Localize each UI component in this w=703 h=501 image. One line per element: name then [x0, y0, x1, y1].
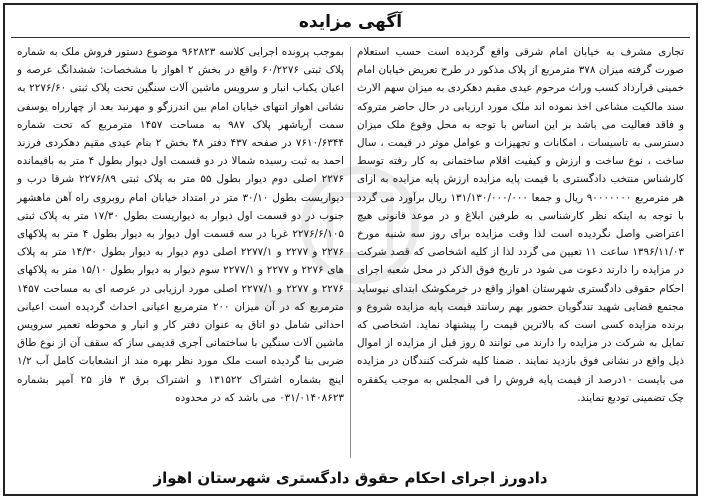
- notice-column-right: بموجب پرونده اجرایی کلاسه ۹۶۲۸۲۳ موضوع دستور فروش ملک به شماره پلاک ثبتی ۶۰/۲۲۷۶ واقع در بخش ۲ اهواز با مشخصات: ششدانگ عرصه و اعیان یکباب انبار و سرویس ماشین آلات سنگین تحت پلاک ثبتی ۲۲۷۶/۶۰ به نشانی اهواز انتهای خیابان امام بین اندرزگو و مهرنبد بعد از چهارراه یوسفی سمت آریاشهر پلاک ۹۸۷ به مساحت ۱۴۵۷ مترمربع که تحت شماره ۷۶۱۰/۶۳۴۴ در صفحه ۴۳۷ دفتر ۴۸ بخش ۲ بنام عیدی مقیم دهکردی فرزند احمد به ثبت رسیده شمالا در دو قسمت اول دیوار بطول ۴ متر به باقیمانده ۲۲۷۶ اصلی دوم دیوار بطول ۵۵ متر به پلاک ثبتی ۲۲۷۶/۸۹ شرقا درب و دیواریست بطول ۳۰/۱۰ متر در امتداد خیابان امام روبروی راه آهن ماهشهر جنوب در دو قسمت اول دیوار به دیواریست بطول ۱۷/۳۰ متر به پلاک ثبتی ۲۲۷۶/۶/۱۰۵ غربا در سه قسمت اول دیوار به دیوار بطول ۴ متر به پلاکهای ۲۲۷۶ و ۲۲۷۷ و ۲۲۷۷/۱ اصلی دوم دیوار به دیوار بطول ۱۴/۳۰ متر به پلاک های ۲۲۷۶ و ۲۲۷۷ و ۲۲۷۷/۱ سوم دیوار به دیوار بطول ۱۵/۱۰ متر به پلاکهای ۲۲۷۶ و ۲۲۷۷ و ۲۲۷۷/۱ اصلی مورد ارزیابی در عرصه ای به مساحت ۱۴۵۷ مترمربع که در آن میزان ۲۰۰ مترمربع اعیانی احداث گردیده است اعیانی احداثی شامل دو اتاق به عنوان دفتر کار و انبار و محوطه تعمیر سرویس ماشین آلات سنگین با ساختمانی آجری قدیمی ساز که سقف آن از نوع طاق ضربی بنا گردیده است ملک مورد نظر بهره مند از انشعابات کامل آب ۱/۲ اینچ بشماره اشتراک ۱۳۱۵۲۲ و اشتراک برق ۳ فاز ۲۵ آمپر بشماره ۰۳۱/۰۱۴۰۸۶۲۳ می باشد که در محدوده: [17, 46, 345, 404]
- notice-column-left: تجاری مشرف به خیابان امام شرقی واقع گردیده است حسب استعلام صورت گرفته میزان ۳۷۸ مترمربع از پلاک مذکور در طرح تعریض خیابان امام خمینی قرارداد کسب وراث مرحوم عیدی مقیم دهکردی به میزان سهم الارث سند مالکیت مشاعی اخذ نموده اند ملک مورد ارزیابی در حال حاضر متروکه و فاقد فعالیت می باشد بر این اساس با توجه به محل وقوع ملک میزان دسترسی به تاسیسات ، امکانات و تجهیزات و عوامل موثر در قیمت ، سال ساخت ، نوع ساخت و ارزش و کیفیت اقلام ساختمانی به کار رفته توسط کارشناس منتخب دادگستری با قیمت پایه مزایده ارزش پایه مزایده به ازای هر مترمربع ۹۰۰۰۰۰۰۰ ریال و جمعا ۱۳۱/۱۳۰/۰۰۰/۰۰۰ ریال برآورد می گردد با توجه به اینکه نظر کارشناسی به طرفین ابلاغ و در موعد قانونی هیچ اعتراضی واصل نگردیده است لذا وقت مزایده برای روز سه شنبه مورخ ۱۳۹۶/۱۱/۰۳ ساعت ۱۱ تعیین می گردد لذا از کلیه اشخاصی که قصد شرکت در مزایده را دارند دعوت می شود در تاریخ فوق الذکر در محل شعبه اجرای احکام حقوقی دادگستری شهرستان اهواز واقع در خرمکوشک ابتدای نیوساید مجتمع قضایی شهید تندگویان حضور بهم رسانند قیمت پایه مزایده شروع و برنده مزایده کسی است که بالاترین قیمت را پیشنهاد نماید. اشخاصی که تمایل به شرکت در مزایده را دارند می توانند ۵ روز قبل از مزایده از اموال ذیل واقع در نشانی فوق بازدید نمایند . ضمنا کلیه شرکت کنندگان در مزایده می بایست ۱۰درصد از قیمت پایه فروش را فی المجلس به موجب یکفقره چک تضمینی تودیع نمایند.: [357, 46, 684, 404]
- column-divider: [350, 47, 351, 458]
- notice-signature: دادورز اجرای احکام حقوق دادگستری شهرستان اهواز: [153, 469, 548, 487]
- title-divider: [11, 37, 690, 38]
- notice-frame: [3, 3, 698, 496]
- notice-title: آگهی مزایده: [298, 12, 403, 32]
- notice-body: [11, 43, 690, 462]
